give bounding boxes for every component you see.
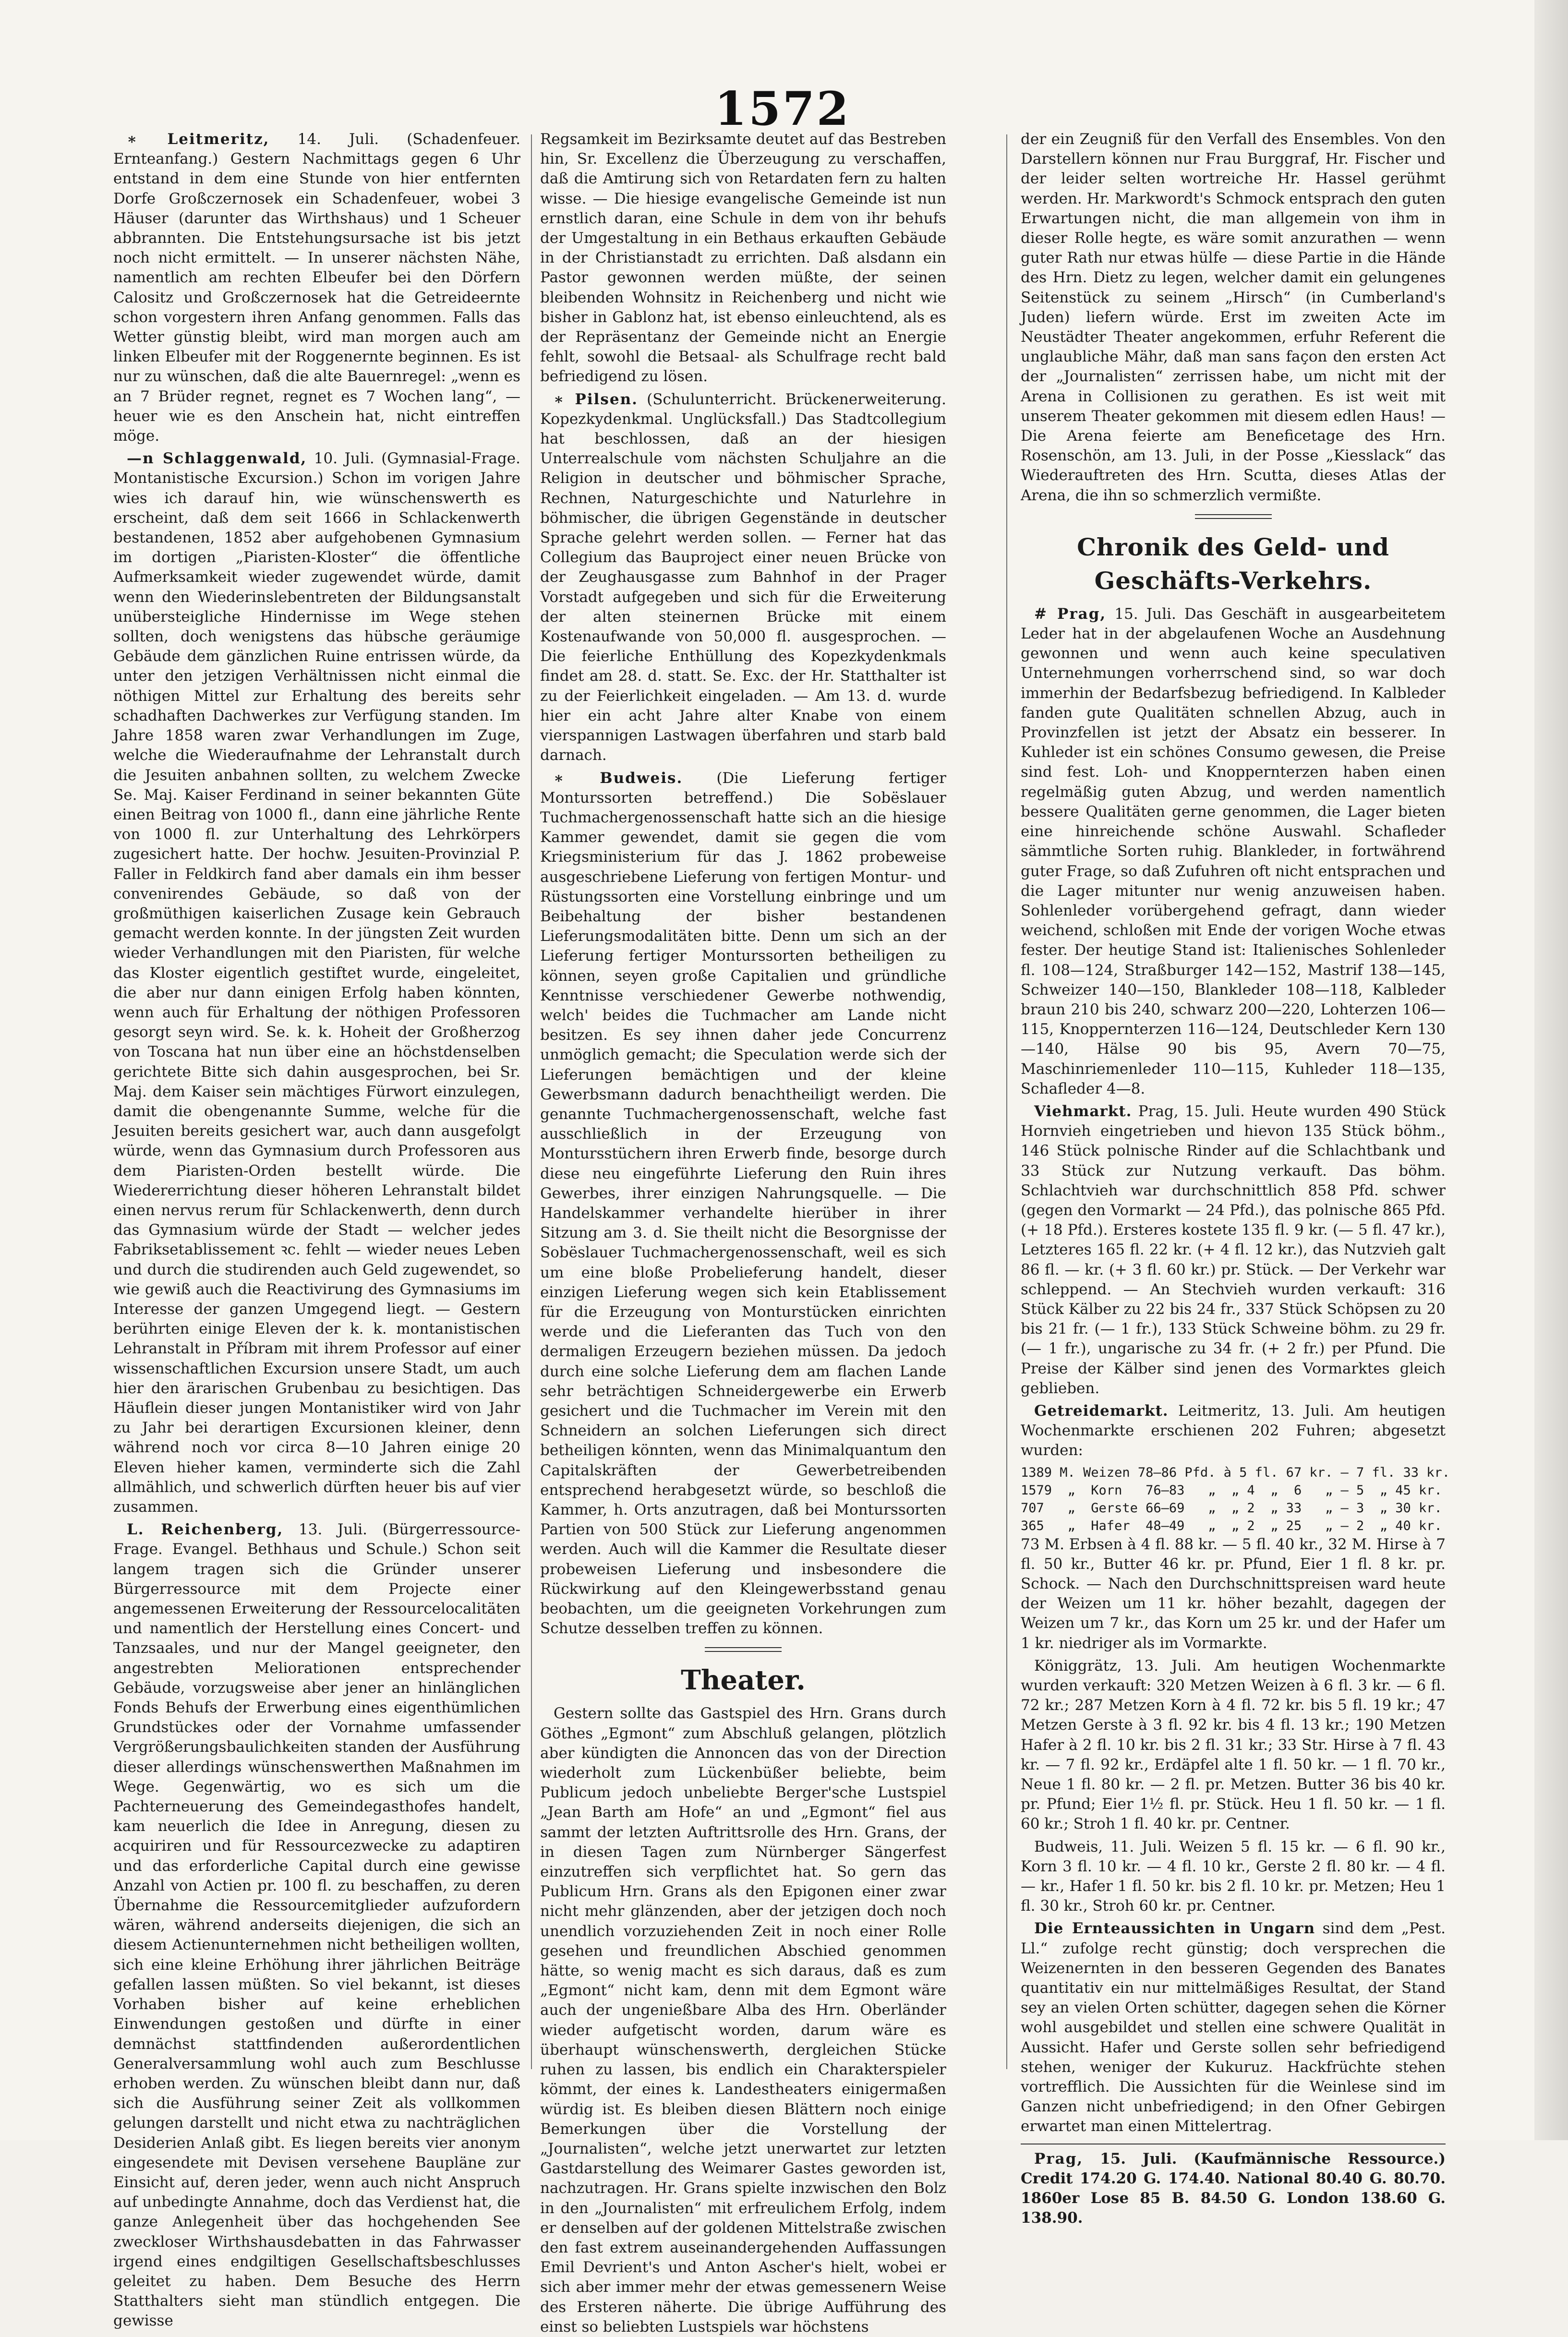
report-cattle-market <box>1021 1102 1446 1398</box>
page-edge-shadow <box>1534 0 1568 2140</box>
article-reichenberg-continued: Regsamkeit im Bezirksamte deutet auf das Bestreben hin, Sr. Excellenz die Überzeugung zu verschaffen, daß die Amtirung sich von Retardaten fern zu halten wisse. — Die hiesige evangelische Gemeinde ist nun ernstlich daran, eine Schule in dem von ihr behufs der Umgestaltung in ein Bethaus erkauften Gebäude in der Christianstadt zu errichten. Daß alsdann ein Pastor gewonnen werden müßte, der seinen bleibenden Wohnsitz in Reichenberg und nicht wie bisher in Gablonz hat, ist ebenso einleuchtend, als es der Repräsentanz der Gemeinde nicht an Energie fehlt, sowohl die Betsaal- als Schulfrage recht bald befriedigend zu lösen. <box>540 131 946 385</box>
report-title: Getreidemarkt. <box>1034 1402 1169 1420</box>
report-body: 15. Juli. Das Geschäft in ausgearbeitetem Leder hat in der abgelaufenen Woche an Ausdehnung gewonnen und wenn auch keine speculativen Unternehmungen vorherrschend sind, so war doch immerhin der Bedarfsbezug befriedigend. In Kalbleder fanden gute Qualitäten schnellen Abzug, auch in Provinzfellen ist jetzt der Absatz ein besserer. In Kuhleder ist ein schönes Consumo gewesen, die Preise sind fest. Loh- und Knoppernterzen haben einen regelmäßig guten Abzug, und werden namentlich bessere Qualitäten gerne genommen, die Lager bieten eine hinreichende schöne Auswahl. Schafleder sämmtliche Sorten ruhig. Blankleder, in fortwährend guter Frage, so daß Zufuhren oft nicht entsprachen und die Lager mitunter nur wenig anzuweisen haben. Sohlenleder vorübergehend gefragt, dann wieder weichend, schloßen mit Ende der vorigen Woche etwas fester. Der heutige Stand ist: Italienisches Sohlenleder fl. 108—124, Straßburger 142—152, Mastrif 138—145, Schweizer 140—150, Blankleder 108—118, Kalbleder braun 210 bis 240, schwarz 200—220, Lohterzen 106—115, Knoppernterzen 116—124, Deutschleder Kern 130—140, Hälse 90 bis 95, Avern 70—75, Maschinriemenleder 110—115, Kuhleder 118—135, Schafleder 4—8. <box>1021 605 1446 1097</box>
article-leitmeritz <box>113 130 520 446</box>
article-body: 10. Juli. (Gymnasial-Frage. Montanistische Excursion.) Schon im vorigen Jahre wies ich darauf hin, wie wünschenswerth es erscheint, daß dem seit 1666 in Schlackenwerth bestandenen, 1852 aber aufgehobenen Gymnasium im dortigen „Piaristen-Kloster“ die öffentliche Aufmerksamkeit wieder zugewendet würde, damit wenn den Wiederinslebentreten der Bildungsanstalt unübersteigliche Hindernisse im Wege stehen sollten, doch wenigstens das hübsche geräumige Gebäude dem gänzlichen Ruine entrissen würde, da unter den jetzigen Verhältnissen nicht einmal die nöthigen Mittel zur Erhaltung des bereits sehr schadhaften Dachwerkes zur Verfügung standen. Im Jahre 1858 waren zwar Verhandlungen im Zuge, welche die Wiederaufnahme der Lehranstalt durch die Jesuiten anbahnen sollten, zu welchem Zwecke Se. Maj. Kaiser Ferdinand in seiner bekannten Güte einen Beitrag von 1000 fl., dann eine jährliche Rente von 1000 fl. zur Unterhaltung des Lehrkörpers zugesichert hatte. Der hochw. Jesuiten-Provinzial P. Faller in Feldkirch fand aber damals ein ihm besser convenirendes Gebäude, so daß von der großmüthigen kaiserlichen Zusage kein Gebrauch gemacht werden konnte. In der jüngsten Zeit wurden wieder Verhandlungen mit den Piaristen, für welche das Kloster eigentlich gestiftet wurde, eingeleitet, die aber nur dann einigen Erfolg haben könnten, wenn auch für Erhaltung der nöthigen Professoren gesorgt seyn wird. Se. k. k. Hoheit der Großherzog von Toscana hat nun über eine an höchstdenselben gerichtete Bitte sich dahin ausgesprochen, bei Sr. Maj. dem Kaiser sein mächtiges Fürwort einzulegen, damit die obengenannte Summe, welche für die Jesuiten bereits gesichert war, auch dann ausgefolgt würde, wenn das Gymnasium durch Professoren aus dem Piaristen-Orden bestellt würde. Die Wiedererrichtung dieser höheren Lehranstalt bildet einen nervus rerum für Schlackenwerth, denn durch das Gymnasium würde der Stadt — welcher jedes Fabriksetablissement ꝛc. fehlt — wieder neues Leben und durch die studirenden auch Geld zugewendet, so wie gewiß auch die Reactivirung des Gymnasiums im Interesse der ganzen Umgegend liegt. — Gestern berührten einige Eleven der k. k. montanistischen Lehranstalt in Příbram mit ihrem Professor auf einer wissenschaftlichen Excursion unsere Stadt, um auch hier den ärarischen Grubenbau zu besichtigen. Das Häuflein dieser jungen Montanistiker wird von Jahr zu Jahr bei derartigen Excursionen kleiner, denn während noch vor circa 8—10 Jahren einige 20 Eleven hieher kamen, verminderte sich die Zahl allmählich, und schwerlich dürften heuer bis auf vier zusammen. <box>113 450 520 1516</box>
report-body: sind dem „Pest. Ll.“ zufolge recht günstig; doch versprechen die Weizenernten in den besseren Gegenden des Banates quantitativ ein nur mittelmäßiges Resultat, der Stand sey an vielen Orten schütter, dagegen sehen die Körner wohl ausgebildet und stellen eine schwere Qualität in Aussicht. Hafer und Gerste sollen sehr befriedigend stehen, weniger der Kukuruz. Hackfrüchte stehen vortrefflich. Die Aussichten für die Weinlese sind im Ganzen nicht unbefriedigend; in den Ofner Gebirgen erwartet man einen Mittelertrag. <box>1021 1920 1446 2135</box>
bourse-line <box>1021 2149 1446 2229</box>
grain-price-table <box>1021 1464 1450 1535</box>
report-title: Die Ernteaussichten in Ungarn <box>1034 1920 1315 1938</box>
article-theater: Gestern sollte das Gastspiel des Hrn. Grans durch Göthes „Egmont“ zum Abschluß gelangen, plötzlich aber kündigten die Annoncen das von der Direction wiederholt zum Lückenbüßer beliebte, beim Publicum jedoch unbeliebte Berger'sche Lustspiel „Jean Barth am Hofe“ an und „Egmont“ fiel aus sammt der letzten Auftrittsrolle des Hrn. Grans, der in diesen Tagen zum Nürnberger Sängerfest einzutreffen sich verpflichtet hat. So gern das Publicum Hrn. Grans als den Epigonen einer zwar nicht mehr glänzenden, aber der jetzigen doch noch unendlich vorzuziehenden Zeit in noch einer Rolle gesehen und freundlichen Abschied genommen hätte, so wenig macht es sich daraus, daß es zum „Egmont“ nicht kam, denn mit dem Egmont wäre auch der ungenießbare Alba des Hrn. Oberländer wieder aufgetischt worden, darum wäre es überhaupt wünschenswerth, dergleichen Stücke ruhen zu lassen, bis endlich ein Charakterspieler kömmt, der eines k. Landestheaters einigermaßen würdig ist. Es bleiben diesen Blättern noch einige Bemerkungen über die Vorstellung der „Journalisten“, welche jetzt unerwartet zur letzten Gastdarstellung des Weimarer Gastes geworden ist, nachzutragen. Hr. Grans spielte inzwischen den Bolz in den „Journalisten“ mit erfreulichem Erfolg, indem er denselben auf der goldenen Mittelstraße zwischen den fast extrem auseinandergehenden Auffassungen Emil Devrient's und Anton Ascher's hielt, wobei er sich aber immer mehr der etwas gemessenern Weise des Ersteren näherte. Die übrige Aufführung des einst so beliebten Lustspiels war höchstens <box>540 1705 946 2336</box>
article-body: 14. Juli. (Schadenfeuer. Ernteanfang.) Gestern Nachmittags gegen 6 Uhr entstand in dem eine Stunde von hier entfernten Dorfe Großczernosek ein Schadenfeuer, wobei 3 Häuser (darunter das Wirthshaus) und 1 Scheuer abbrannten. Die Entstehungsursache ist bis jetzt noch nicht ermittelt. — In unserer nächsten Nähe, namentlich am rechten Elbeufer bei den Dörfern Calositz und Großczernosek hat die Getreideernte schon vorgestern ihren Anfang genommen. Falls das Wetter günstig bleibt, wird man morgen auch am linken Elbeufer mit der Roggenernte beginnen. Es ist nur zu wünschen, daß die alte Bauernregel: „wenn es an 7 Brüder regnet, regnet es 7 Wochen lang“, — heuer wie es den Anschein hat, nicht eintreffen möge. <box>113 131 520 445</box>
report-dateline: Prag, <box>1034 2150 1084 2168</box>
grain-row: 1579 „ Korn 76—83 „ „ 4 „ 6 „ — 5 „ 45 kr. <box>1021 1482 1442 1498</box>
report-grain-continued: 73 M. Erbsen à 4 fl. 88 kr. — 5 fl. 40 kr., 32 M. Hirse à 7 fl. 50 kr., Butter 46 kr. pr. Pfund, Eier 1 fl. 8 kr. pr. Schock. — Nach den Durchschnittspreisen ward heute der Weizen um 11 kr. höher bezahlt, dagegen der Weizen um 7 kr., das Korn um 25 kr. und der Hafer um 1 kr. niedriger als im Vormarkte. <box>1021 1535 1446 1652</box>
report-dateline: # Prag, <box>1034 605 1107 623</box>
section-heading-theater: Theater. <box>681 1664 806 1697</box>
report-budweis: Budweis, 11. Juli. Weizen 5 fl. 15 kr. — 6 fl. 90 kr., Korn 3 fl. 10 kr. — 4 fl. 10 kr., Gerste 2 fl. 80 kr. — 4 fl. — kr., Hafer 1 fl. 50 kr. bis 2 fl. 10 kr. pr. Metzen; Heu 1 fl. 30 kr., Stroh 60 kr. pr. Centner. <box>1021 1838 1446 1915</box>
report-title: Viehmarkt. <box>1034 1102 1132 1120</box>
column-rule <box>1006 134 1007 2069</box>
article-dateline: ∗ Budweis. <box>554 769 683 787</box>
report-body: 15. Juli. (Kaufmännische Ressource.) Credit 174.20 G. 174.40. National 80.40 G. 80.70. 1860er Lose 85 B. 84.50 G. London 138.60 G. 138.90. <box>1021 2150 1446 2227</box>
report-grain-market <box>1021 1401 1446 1461</box>
grain-row: 1389 M. Weizen 78—86 Pfd. à 5 fl. 67 kr. — 7 fl. 33 kr. <box>1021 1465 1450 1480</box>
article-dateline: L. Reichenberg, <box>127 1521 284 1539</box>
article-body: (Schulunterricht. Brückenerweiterung. Kopezkydenkmal. Unglücksfall.) Das Stadtcollegium hat beschlossen, daß an der hiesigen Unterrealschule vom nächsten Schuljahre an die Religion in deutscher und böhmischer Sprache, Rechnen, Naturgeschichte und Naturlehre in böhmischer, die übrigen Gegenstände in deutscher Sprache gelehrt werden sollen. — Ferner hat das Collegium das Bauproject einer neuen Brücke von der Zeughausgasse zum Bahnhof in der Prager Vorstadt aufgegeben und sich für die Erweiterung der alten steinernen Brücke mit einem Kostenaufwande von 50,000 fl. ausgesprochen. — Die feierliche Enthüllung des Kopezkydenkmals findet am 28. d. statt. Se. Exc. der Hr. Statthalter ist zu der Feierlichkeit eingeladen. — Am 13. d. wurde hier ein acht Jahre alter Knabe von einem vierspannigen Lastwagen überfahren und starb bald darnach. <box>540 390 946 764</box>
column-rule <box>531 134 532 2069</box>
report-leather <box>1021 604 1446 1099</box>
column-right <box>1021 130 1450 2227</box>
article-reichenberg <box>113 1520 520 2331</box>
report-koeniggraetz: Königgrätz, 13. Juli. Am heutigen Wochenmarkte wurden verkauft: 320 Metzen Weizen à 6 fl. 3 kr. — 6 fl. 72 kr.; 287 Metzen Korn à 4 fl. 72 kr. bis 5 fl. 19 kr.; 47 Metzen Gerste à 3 fl. 92 kr. bis 4 fl. 13 kr.; 190 Metzen Hafer à 2 fl. 10 kr. bis 2 fl. 31 kr.; 33 Str. Hirse à 7 fl. 43 kr. — 7 fl. 92 kr., Erdäpfel alte 1 fl. 50 kr. — 1 fl. 70 kr., Neue 1 fl. 80 kr. — 2 fl. pr. Metzen. Butter 36 bis 40 kr. pr. Pfund; Eier 1½ fl. pr. Stück. Heu 1 fl. 50 kr. — 1 fl. 60 kr.; Stroh 1 fl. 40 kr. pr. Centner. <box>1021 1657 1446 1833</box>
grain-row: 707 „ Gerste 66—69 „ „ 2 „ 33 „ — 3 „ 30 kr. <box>1021 1500 1442 1516</box>
article-dateline: ∗ Leitmeritz, <box>127 131 270 148</box>
article-body: (Die Lieferung fertiger Monturssorten betreffend.) Die Sobëslauer Tuchmachergenossenschaft hatte sich an die hiesige Kammer gewendet, damit sie gegen die vom Kriegsministerium für das J. 1862 probeweise ausgeschriebene Lieferung von fertigen Montur- und Rüstungssorten eine Vorstellung einbringe und um Beibehaltung der bisher bestandenen Lieferungsmodalitäten bitte. Denn um sich an der Lieferung fertiger Monturssorten betheiligen zu können, seyen große Capitalien und gründliche Kenntnisse verschiedener Gewerbe nothwendig, welch' beides die Tuchmacher am Lande nicht besitzen. Es sey ihnen daher jede Concurrenz unmöglich gemacht; die Speculation werde sich der Lieferungen bemächtigen und der kleine Gewerbsmann dadurch benachtheiligt werden. Die genannte Tuchmachergenossenschaft, welche fast ausschließlich in der Erzeugung von Montursstüchern ihren Erwerb finde, besorge durch diese neu eingeführte Lieferung den Ruin ihres Gewerbes, ihrer einzigen Nahrungsquelle. — Die Handelskammer verhandelte hierüber in ihrer Sitzung am 3. d. Sie theilt nicht die Besorgnisse der Sobëslauer Tuchmachergenossenschaft, weil es sich um eine bloße Probelieferung handelt, dieser einzigen Lieferung wegen sich kein Etablissement für die Erzeugung von Monturstücken einrichten werde und die Lieferanten das Tuch von den dermaligen Erzeugern beziehen müssen. Da jedoch durch eine solche Lieferung dem am flachen Lande sehr beträchtigen Schneidergewerbe ein Erwerb gesichert und die Tuchmacher im Verein mit den Schneidern an solchen Lieferungen sich direct betheiligen könnten, wenn das Minimalquantum den Capitalskräften der Gewerbetreibenden entsprechend herabgesetzt würde, so beschloß die Kammer, h. Orts anzutragen, daß bei Monturssorten Partien von 500 Stück zur Lieferung angenommen werden. Auch will die Kammer die Resultate dieser probeweisen Lieferung und insbesondere die Rückwirkung auf den Kleingewerbsstand genau beobachten, um die geeigneten Vorkehrungen zum Schutze desselben treffen zu können. <box>540 769 946 1638</box>
section-heading-chronik: Chronik des Geld- und Geschäfts-Verkehrs. <box>1077 532 1389 595</box>
article-budweis <box>540 769 946 1639</box>
section-separator <box>1195 514 1272 519</box>
report-hungary-harvest <box>1021 1919 1446 2136</box>
section-separator <box>705 1647 782 1652</box>
article-theater-continued: der ein Zeugniß für den Verfall des Ensembles. Von den Darstellern können nur Frau Burggraf, Hr. Fischer und der leider selten wortreiche Hr. Hassel gerühmt werden. Hr. Markwordt's Schmock entsprach den guten Erwartungen nicht, die man allgemein von ihm in dieser Rolle hegte, es wäre somit anzurathen — wenn guter Rath nur etwas hülfe — diese Partie in die Hände des Hrn. Dietz zu legen, welcher damit ein gelungenes Seitenstück zu seinem „Hirsch“ (in Cumberland's Juden) liefern würde. Erst im zweiten Acte im Neustädter Theater angekommen, erfuhr Referent die unglaubliche Mähr, daß man sans façon den ersten Act der „Journalisten“ zerrissen habe, um nicht mit der Arena in Collisionen zu gerathen. Es ist weit mit unserem Theater gekommen mit diesem edlen Haus! — Die Arena feierte am Beneficetage des Hrn. Rosenschön, am 13. Juli, in der Posse „Kiesslack“ das Wiederauftreten des Hrn. Scutta, dieses Atlas der Arena, die ihn so schmerzlich vermißte. <box>1021 131 1446 504</box>
article-dateline: —n Schlaggenwald, <box>127 450 307 468</box>
page-number: 1572 <box>714 82 851 136</box>
report-body: Prag, 15. Juli. Heute wurden 490 Stück Hornvieh eingetrieben und hievon 135 Stück böhm., 146 Stück polnische Rinder auf die Schlachtbank und 33 Stück zur Nutzung verkauft. Das böhm. Schlachtvieh war durchschnittlich 858 Pfd. schwer (gegen den Vormarkt — 24 Pfd.), das polnische 865 Pfd. (+ 18 Pfd.). Ersteres kostete 135 fl. 9 kr. (— 5 fl. 47 kr.), Letzteres 165 fl. 22 kr. (+ 4 fl. 12 kr.), das Nutzvieh galt 86 fl. — kr. (+ 3 fl. 60 kr.) pr. Stück. — Der Verkehr war schleppend. — An Stechvieh wurden verkauft: 316 Stück Kälber zu 22 bis 24 fr., 337 Stück Schöpsen zu 20 bis 21 fr. (— 1 fr.), 133 Stück Schweine böhm. zu 29 fr. (— 1 fr.), ungarische zu 34 fr. (+ 2 fr.) per Pfund. Die Preise der Kälber sind jenen des Vormarktes gleich geblieben. <box>1021 1102 1446 1397</box>
article-schlaggenwald <box>113 449 520 1517</box>
bourse-report <box>1021 2144 1446 2229</box>
report-body: Leitmeritz, 13. Juli. Am heutigen Wochenmarkte erschienen 202 Fuhren; abgesetzt wurden: <box>1021 1402 1446 1459</box>
grain-row: 365 „ Hafer 48—49 „ „ 2 „ 25 „ — 2 „ 40 kr. <box>1021 1518 1442 1533</box>
article-dateline: ∗ Pilsen. <box>554 390 638 408</box>
column-middle <box>540 130 946 2336</box>
article-pilsen <box>540 390 946 766</box>
column-left <box>113 130 520 2330</box>
article-body: 13. Juli. (Bürgerressource-Frage. Evangel. Bethhaus und Schule.) Schon seit langem tragen sich die Gründer unserer Bürgerressource mit dem Projecte einer angemessenen Erweiterung der Ressourcelocalitäten und namentlich der Herstellung eines Concert- und Tanzsaales, und nur der Mangel geeigneter, den angestrebten Meliorationen entsprechender Gebäude, vorzugsweise aber jener an hinlänglichen Fonds Behufs der Erwerbung eines eigenthümlichen Grundstückes oder der Vornahme umfassender Vergrößerungsbaulichkeiten standen der Ausführung dieser allerdings wünschenswerthen Maßnahmen im Wege. Gegenwärtig, wo es sich um die Pachterneuerung des Gemeindegasthofes handelt, kam neuerlich die Idee in Anregung, diesen zu acquiriren und für Ressourcezwecke zu adaptiren und das erforderliche Capital durch eine gewisse Anzahl von Actien pr. 100 fl. zu beschaffen, zu deren Übernahme die Ressourcemitglieder aufzufordern wären, während anderseits diejenigen, die sich an diesem Actienunternehmen nicht betheiligen wollten, sich eine kleine Erhöhung ihrer jährlichen Beiträge gefallen lassen müßten. So viel bekannt, ist dieses Vorhaben bisher auf keine erheblichen Einwendungen gestoßen und dürfte in einer demnächst stattfindenden außerordentlichen Generalversammlung wohl auch zum Beschlusse erhoben werden. Zu wünschen bleibt dann nur, daß sich die Ausführung seiner Zeit als vollkommen gelungen darstellt und nicht etwa zu nachträglichen Desiderien Anlaß gibt. Es liegen bereits vier anonym eingesendete mit Devisen versehene Baupläne zur Einsicht auf, deren jeder, wenn auch nicht Anspruch auf unbedingte Annahme, doch das Verdienst hat, die ganze Anlegenheit über das hochgehenden See zweckloser Wirthshausdebatten in das Fahrwasser irgend eines endgiltigen Gesellschaftsbeschlusses geleitet zu haben. Dem Besuche des Herrn Statthalters sieht man stündlich entgegen. Die gewisse <box>113 1521 520 2330</box>
